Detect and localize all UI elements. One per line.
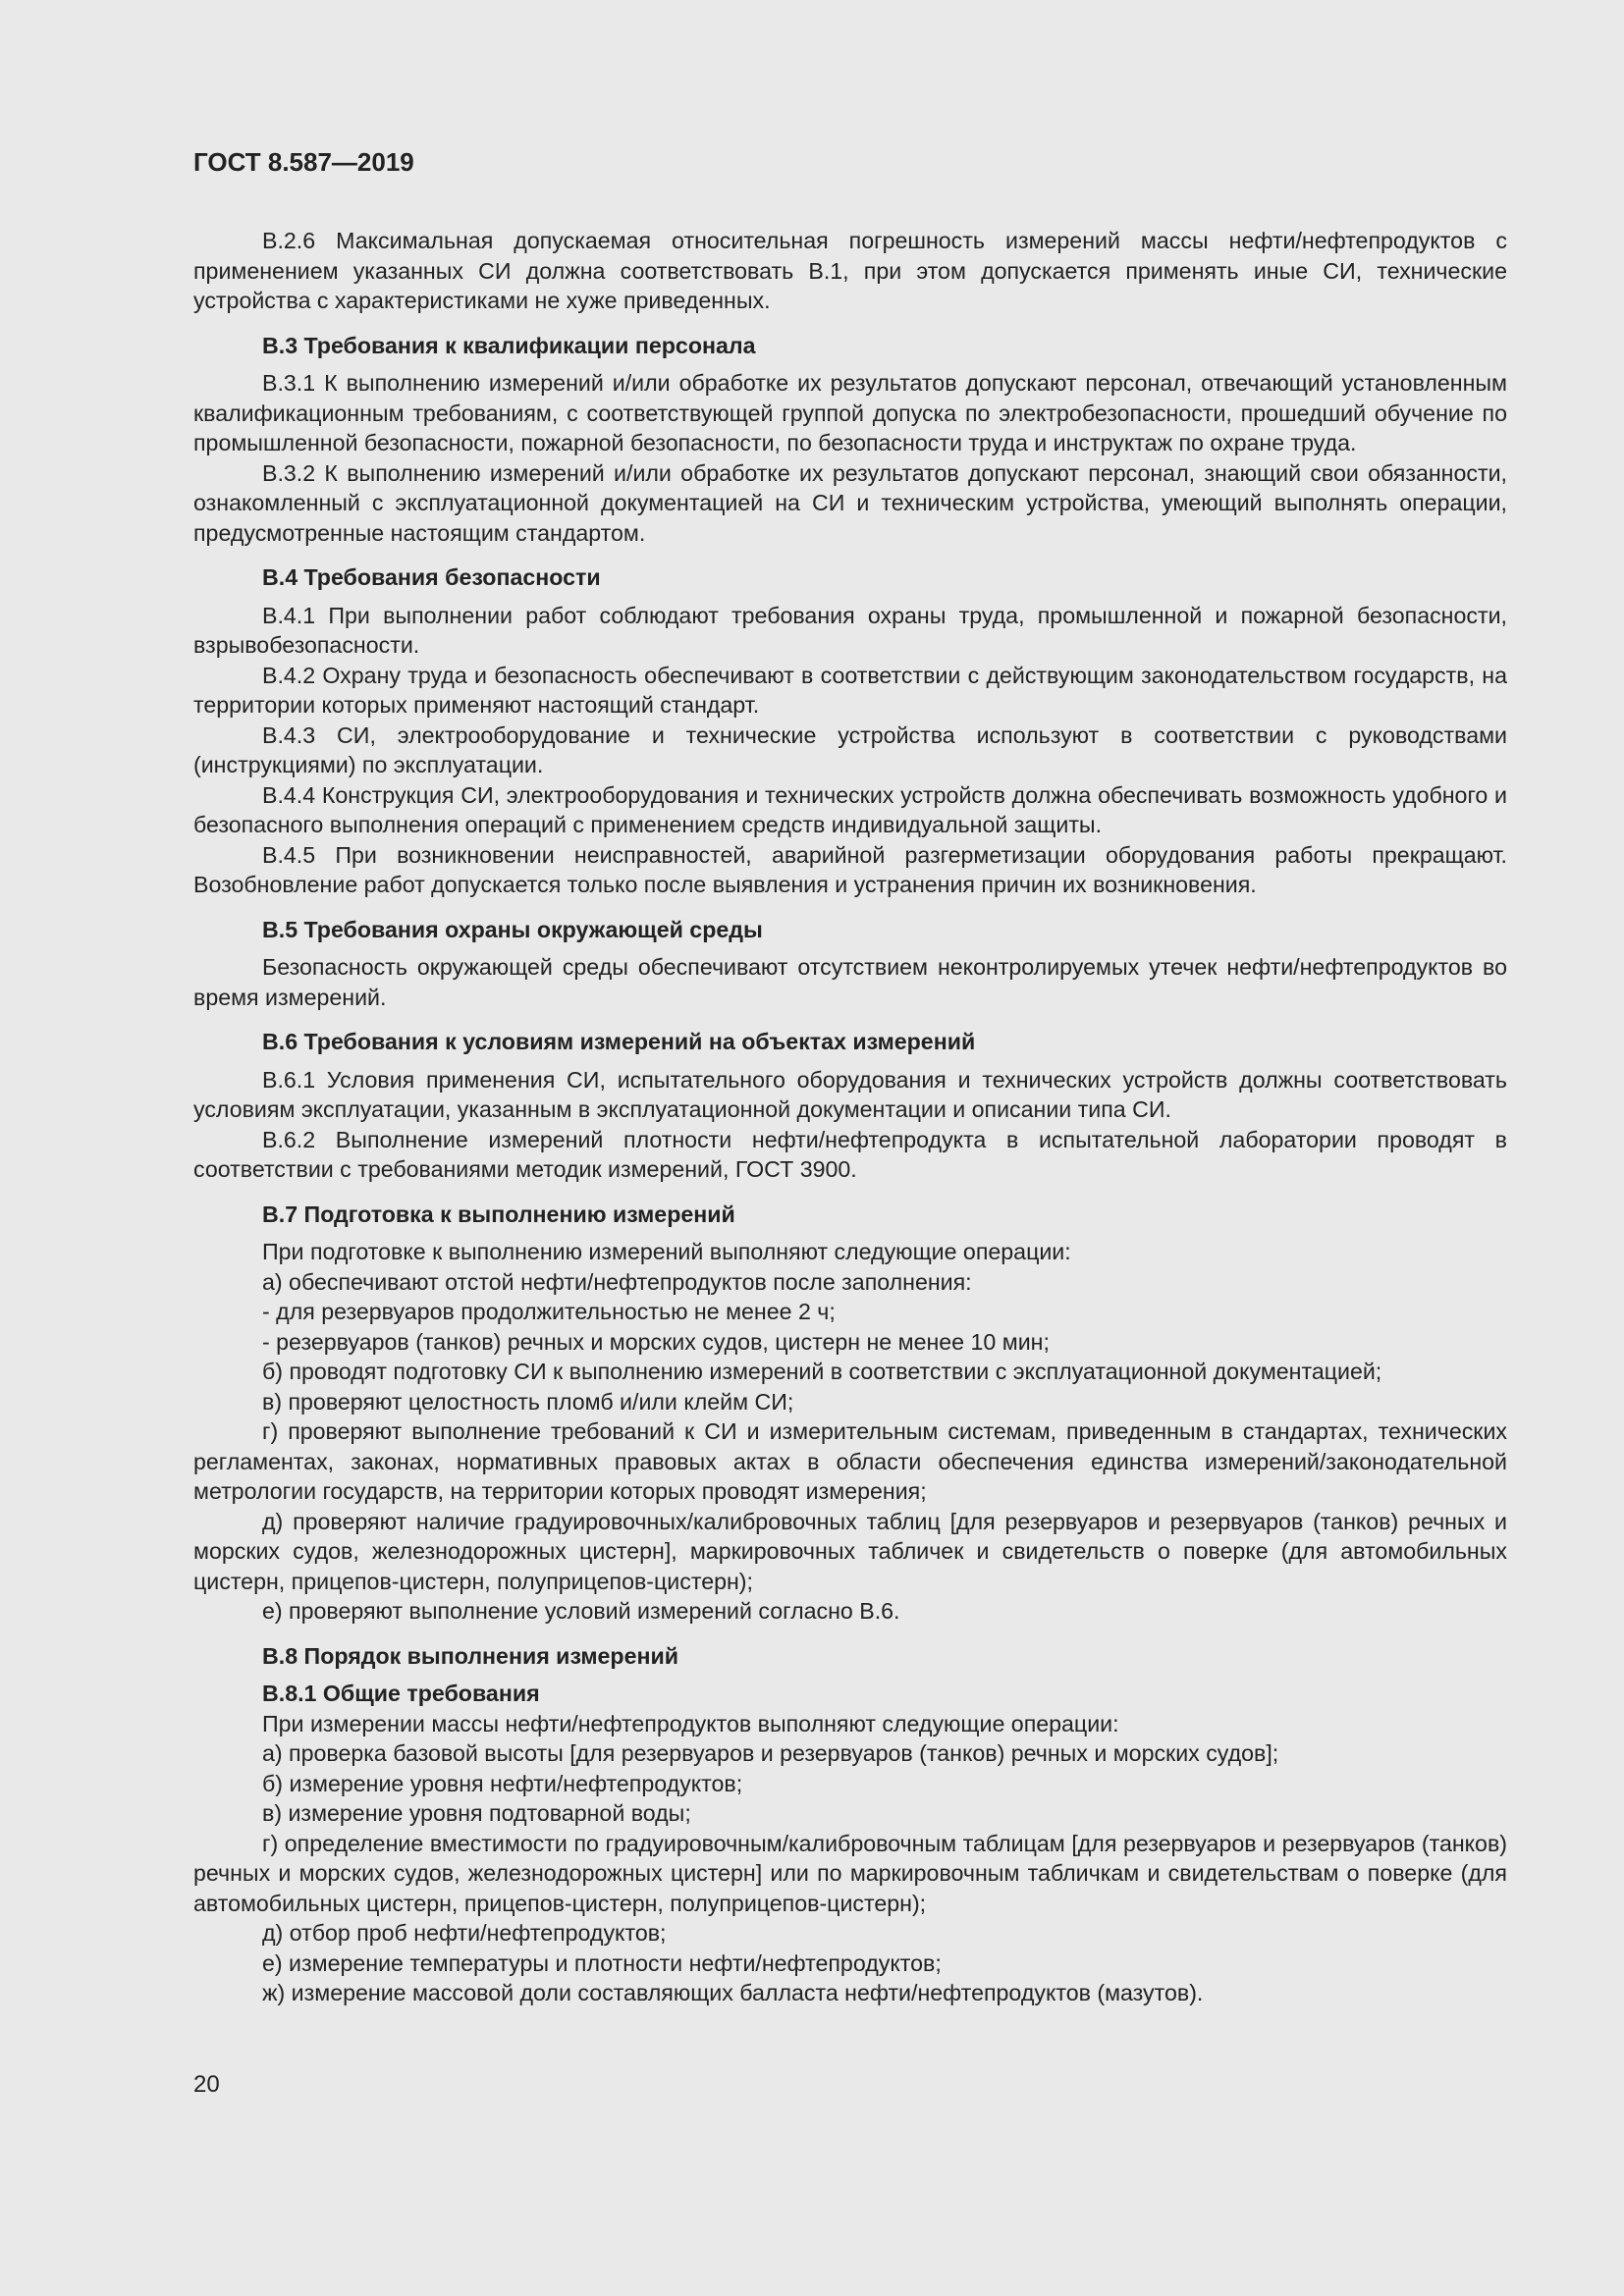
paragraph: д) проверяют наличие градуировочных/калибровочных таблиц [для резервуаров и резервуаров (танков) речных и морских судов, железнодорожных цистерн], маркировочных табличек и свидетельств о поверке (для автомобильных цистерн, прицепов-цистерн, полуприцепов-цистерн); [193,1508,1507,1594]
paragraph: ж) измерение массовой доли составляющих балласта нефти/нефтепродуктов (мазутов). [262,1980,1204,2005]
section-heading: В.8 Порядок выполнения измерений [262,1642,679,1669]
paragraph: в) измерение уровня подтоварной воды; [262,1800,691,1826]
page-number: 20 [193,2071,220,2098]
paragraph: е) измерение температуры и плотности нефти/нефтепродуктов; [262,1949,942,1976]
paragraph: Безопасность окружающей среды обеспечивают отсутствием неконтролируемых утечек нефти/нефтепродуктов во время измерений. [193,954,1507,1010]
document-body [193,226,1507,2008]
paragraph: В.6.1 Условия применения СИ, испытательного оборудования и технических устройств должны соответствовать условиям эксплуатации, указанным в эксплуатационной документации и описании типа СИ. [193,1066,1507,1122]
document-header: ГОСТ 8.587—2019 [193,147,414,177]
section-heading: В.7 Подготовка к выполнению измерений [262,1201,735,1227]
paragraph: - для резервуаров продолжительностью не менее 2 ч; [262,1299,836,1324]
paragraph: б) проводят подготовку СИ к выполнению измерений в соответствии с эксплуатационной документацией; [262,1359,1382,1384]
paragraph: в) проверяют целостность пломб и/или клейм СИ; [262,1388,794,1415]
paragraph: а) обеспечивают отстой нефти/нефтепродуктов после заполнения: [262,1268,972,1295]
paragraph: При измерении массы нефти/нефтепродуктов выполняют следующие операции: [262,1710,1119,1736]
paragraph: В.4.2 Охрану труда и безопасность обеспечивают в соответствии с действующим законодательством государств, на территории которых применяют настоящий стандарт. [193,662,1507,718]
paragraph: В.6.2 Выполнение измерений плотности нефти/нефтепродукта в испытательной лаборатории проводят в соответствии с требованиями методик измерений, ГОСТ 3900. [193,1126,1507,1182]
section-heading: В.8.1 Общие требования [262,1681,540,1706]
paragraph: В.3.2 К выполнению измерений и/или обработке их результатов допускают персонал, знающий свои обязанности, ознакомленный с эксплуатационной документацией на СИ и техническим устройства, умеющий выполнять операции, предусмотренные настоящим стандартом. [193,459,1507,546]
section-heading: В.5 Требования охраны окружающей среды [262,916,763,942]
paragraph: д) отбор проб нефти/нефтепродуктов; [262,1920,667,1946]
paragraph: В.3.1 К выполнению измерений и/или обработке их результатов допускают персонал, отвечающий установленным квалификационным требованиям, с соответствующей группой допуска по электробезопасности, прошедший обучение по промышленной безопасности, пожарной безопасности, по безопасности труда и инструктаж по охране труда. [193,370,1507,455]
paragraph: В.4.1 При выполнении работ соблюдают требования охраны труда, промышленной и пожарной безопасности, взрывобезопасности. [193,602,1507,658]
paragraph: В.4.5 При возникновении неисправностей, аварийной разгерметизации оборудования работы прекращают. Возобновление работ допускается только после выявления и устранения причин их возникновения. [193,841,1507,897]
paragraph: б) измерение уровня нефти/нефтепродуктов; [262,1770,743,1796]
paragraph: г) определение вместимости по градуировочным/калибровочным таблицам [для резервуаров и резервуаров (танков) речных и морских судов, железнодорожных цистерн] или по маркировочным табличкам и свидетельствам о поверке (для автомобильных цистерн, прицепов-цистерн, полуприцепов-цистерн); [193,1830,1507,1916]
paragraph: При подготовке к выполнению измерений выполняют следующие операции: [262,1239,1071,1264]
paragraph: г) проверяют выполнение требований к СИ и измерительным системам, приведенным в стандартах, технических регламентах, законах, нормативных правовых актах в области обеспечения единства измерений/законодательной метрологии государств, на территории которых проводят измерения; [193,1418,1507,1504]
section-heading: В.4 Требования безопасности [262,564,601,590]
paragraph: В.4.4 Конструкция СИ, электрооборудования и технических устройств должна обеспечивать возможность удобного и безопасного выполнения операций с применением средств индивидуальной защиты. [193,781,1507,837]
section-heading: В.3 Требования к квалификации персонала [262,332,756,358]
paragraph: В.2.6 Максимальная допускаемая относительная погрешность измерений массы нефти/нефтепродуктов с применением указанных СИ должна соответствовать В.1, при этом допускается применять иные СИ, технические устройства с характеристиками не хуже приведенных. [193,228,1507,313]
paragraph: В.4.3 СИ, электрооборудование и технические устройства используют в соответствии с руководствами (инструкциями) по эксплуатации. [193,721,1507,777]
paragraph: е) проверяют выполнение условий измерений согласно В.6. [262,1598,900,1624]
paragraph: а) проверка базовой высоты [для резервуаров и резервуаров (танков) речных и морских судов]; [262,1740,1279,1766]
section-heading: В.6 Требования к условиям измерений на объектах измерений [262,1029,976,1054]
paragraph: - резервуаров (танков) речных и морских судов, цистерн не менее 10 мин; [262,1328,1050,1355]
